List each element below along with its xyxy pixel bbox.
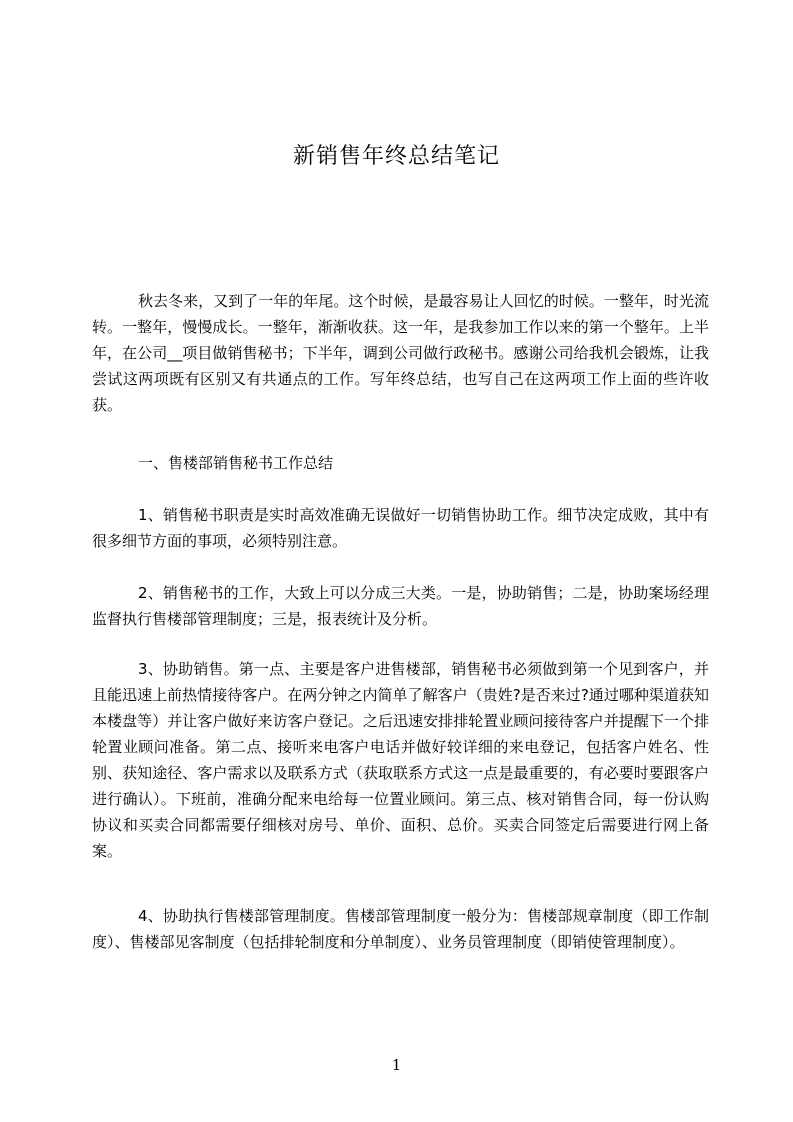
paragraph-item-4: 4、协助执行售楼部管理制度。售楼部管理制度一般分为：售楼部规章制度（即工作制度）、售楼部见客制度（包括排轮制度和分单制度）、业务员管理制度（即销使管理制度）。 (92, 907, 709, 951)
section-heading: 一、售楼部销售秘书工作总结 (138, 454, 334, 472)
page-number: 1 (391, 1056, 402, 1074)
paragraph-item-2: 2、销售秘书的工作，大致上可以分成三大类。一是，协助销售；二是，协助案场经理监督执行售楼部管理制度；三是，报表统计及分析。 (92, 584, 709, 628)
paragraph-item-1: 1、销售秘书职责是实时高效准确无误做好一切销售协助工作。细节决定成败，其中有很多细节方面的事项，必须特别注意。 (92, 506, 709, 550)
paragraph-item-3: 3、协助销售。第一点、主要是客户进售楼部，销售秘书必须做到第一个见到客户，并且能迅速上前热情接待客户。在两分钟之内简单了解客户（贵姓?是否来过?通过哪种渠道获知本楼盘等）并让客户做好来访客户登记。之后迅速安排排轮置业顾问接待客户并提醒下一个排轮置业顾问准备。第二点、接听来电客户电话并做好较详细的来电登记，包括客户姓名、性别、获知途径、客户需求以及联系方式（获取联系方式这一点是最重要的，有必要时要跟客户进行确认）。下班前，准确分配来电给每一位置业顾问。第三点、核对销售合同，每一份认购协议和买卖合同都需要仔细核对房号、单价、面积、总价。买卖合同签定后需要进行网上备案。 (92, 660, 709, 860)
document-title: 新销售年终总结笔记 (292, 144, 500, 169)
intro-paragraph: 秋去冬来，又到了一年的年尾。这个时候，是最容易让人回忆的时候。一整年，时光流转。一整年，慢慢成长。一整年，渐渐收获。这一年，是我参加工作以来的第一个整年。上半年，在公司__项目做销售秘书；下半年，调到公司做行政秘书。感谢公司给我机会锻炼，让我尝试这两项既有区别又有共通点的工作。写年终总结，也写自己在这两项工作上面的些许收获。 (92, 292, 709, 414)
